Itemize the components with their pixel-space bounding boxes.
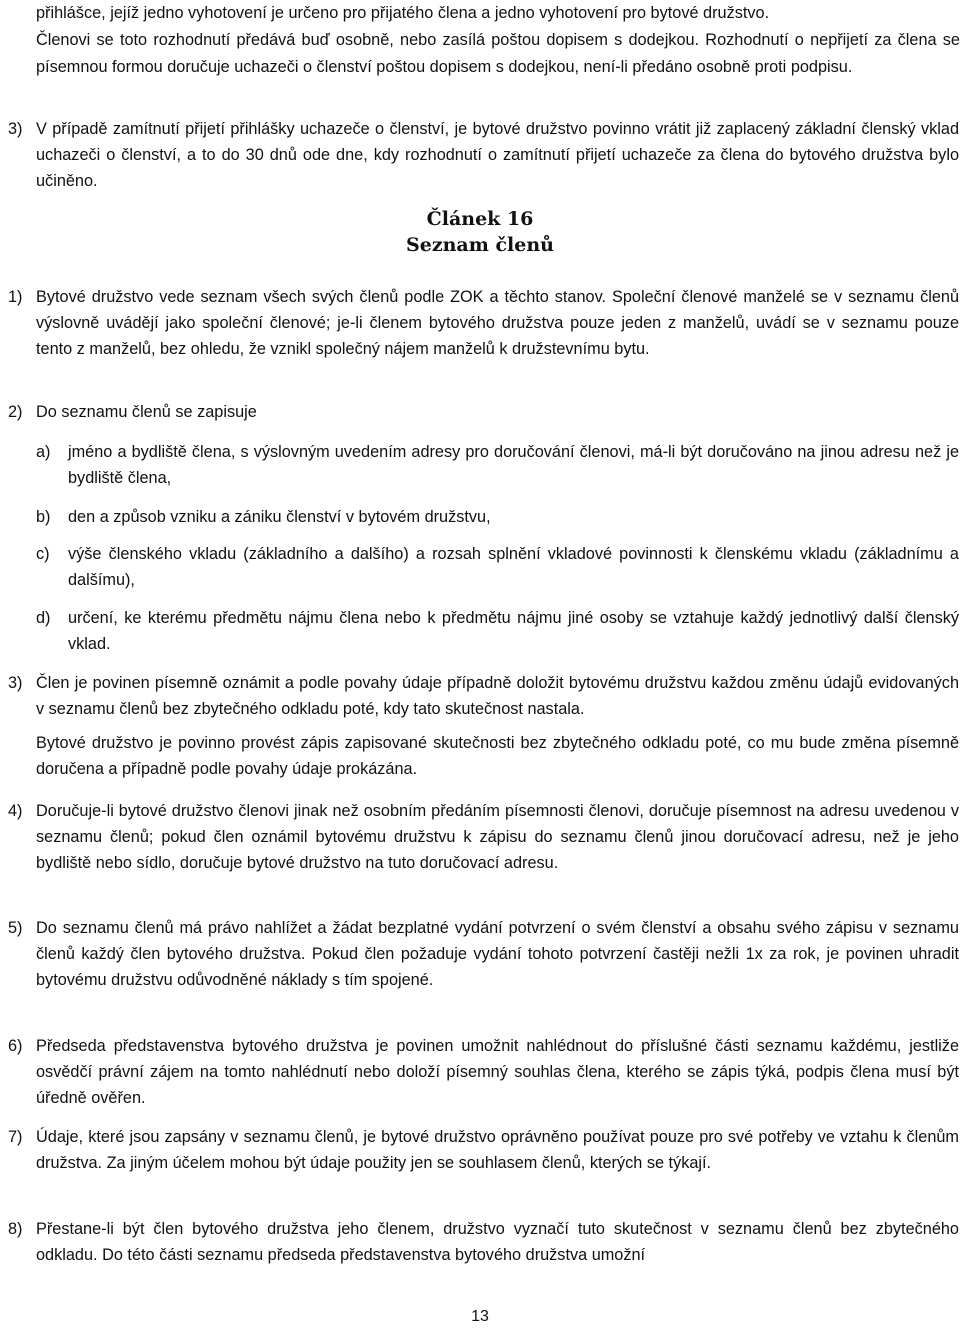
article-title: Seznam členů: [406, 234, 554, 256]
list-item-5: [8, 915, 959, 993]
previous-article-item-3: [8, 116, 959, 194]
article-number: Článek 16: [426, 208, 534, 230]
item-number: 3): [8, 674, 23, 692]
list-item-3: [8, 670, 959, 782]
list-item-8: [8, 1216, 959, 1268]
item-text: Doručuje-li bytové družstvo členovi jinak než osobním předáním písemnosti členovi, doručuje písemnost na adresu uvedenou v seznamu členů; pokud člen oznámil bytovému družstvu k zápisu do seznamu členů jinou doručovací adresu, než je jeho bydliště nebo sídlo, doručuje bytové družstvo na tuto doručovací adresu.: [36, 802, 959, 872]
item-number: 4): [8, 802, 23, 820]
item-number: 3): [8, 120, 23, 138]
list-item-1: [8, 284, 959, 362]
page-number: 13: [471, 1308, 489, 1325]
sub-item-a: [36, 439, 959, 491]
sub-item-letter: b): [36, 508, 51, 526]
item-text: Předseda představenstva bytového družstva je povinen umožnit nahlédnout do příslušné části seznamu každému, jestliže osvědčí právní zájem na tomto nahlédnutí nebo doloží písemný souhlas člena, kterého se zápis týká, podpis člena musí být úředně ověřen.: [36, 1037, 959, 1107]
item-number: 8): [8, 1220, 23, 1238]
item-text: Bytové družstvo vede seznam všech svých členů podle ZOK a těchto stanov. Společní členové manželé se v seznamu členů výslovně uvádějí jako společní členové; je-li členem bytového družstva pouze jeden z manželů, uvádí se v seznamu pouze tento z manželů, bez ohledu, že vznikl společný nájem manželů k družstevnímu bytu.: [36, 288, 959, 358]
item-text: V případě zamítnutí přijetí přihlášky uchazeče o členství, je bytové družstvo povinno vrátit již zaplacený základní členský vklad uchazeči o členství, a to do 30 dnů ode dne, kdy rozhodnutí o zamítnutí přijetí uchazeče za člena do bytového družstva bylo učiněno.: [36, 120, 959, 190]
list-item-2: [8, 399, 959, 425]
sub-item-c: [36, 541, 959, 593]
sub-item-d: [36, 605, 959, 657]
item-text: Do seznamu členů má právo nahlížet a žádat bezplatné vydání potvrzení o svém členství a obsahu svého zápisu v seznamu členů každý člen bytového družstva. Pokud člen požaduje vydání tohoto potvrzení častěji nežli 1x za rok, je povinen uhradit bytovému družstvu odůvodněné náklady s tím spojené.: [36, 919, 959, 989]
intro-paragraph: [36, 0, 960, 81]
sub-item-text: jméno a bydliště člena, s výslovným uvedením adresy pro doručování členovi, má-li být doručováno na jinou adresu než je bydliště člena,: [68, 443, 959, 487]
sub-item-b: [36, 504, 959, 530]
item-text: Do seznamu členů se zapisuje: [36, 403, 257, 421]
item-text: Přestane-li být člen bytového družstva jeho členem, družstvo vyznačí tuto skutečnost v seznamu členů bez zbytečného odkladu. Do této části seznamu předseda představenstva bytového družstva umožní: [36, 1220, 959, 1264]
sub-item-letter: d): [36, 609, 51, 627]
list-item-6: [8, 1033, 959, 1111]
item-number: 7): [8, 1128, 23, 1146]
sub-item-text: určení, ke kterému předmětu nájmu člena nebo k předmětu nájmu jiné osoby se vztahuje každý jednotlivý další členský vklad.: [68, 609, 959, 653]
sub-item-text: den a způsob vzniku a zániku členství v bytovém družstvu,: [68, 508, 491, 526]
intro-line-1: přihlášce, jejíž jedno vyhotovení je určeno pro přijatého člena a jedno vyhotovení pro bytové družstvo.: [36, 4, 770, 22]
item-number: 6): [8, 1037, 23, 1055]
list-item-7: [8, 1124, 959, 1176]
sub-item-text: výše členského vkladu (základního a dalšího) a rozsah splnění vkladové povinnosti k členskému vkladu (základnímu a dalšímu),: [68, 545, 959, 589]
item-text-continuation: Bytové družstvo je povinno provést zápis zapisované skutečnosti bez zbytečného odkladu poté, co mu bude změna písemně doručena a případně podle povahy údaje prokázána.: [36, 734, 959, 778]
item-number: 2): [8, 403, 23, 421]
item-text: Člen je povinen písemně oznámit a podle povahy údaje případně doložit bytovému družstvu každou změnu údajů evidovaných v seznamu členů bez zbytečného odkladu poté, kdy tato skutečnost nastala.: [36, 674, 959, 718]
intro-line-2: Členovi se toto rozhodnutí předává buď osobně, nebo zasílá poštou dopisem s dodejkou. Rozhodnutí o nepřijetí za člena se písemnou formou doručuje uchazeči o členství poštou dopisem s dodejkou, není-li předáno osobně proti podpisu.: [36, 31, 960, 76]
item-number: 1): [8, 288, 23, 306]
list-item-4: [8, 798, 959, 876]
sub-item-letter: a): [36, 443, 51, 461]
item-number: 5): [8, 919, 23, 937]
item-text: Údaje, které jsou zapsány v seznamu členů, je bytové družstvo oprávněno používat pouze pro své potřeby ve vztahu k členům družstva. Za jiným účelem mohou být údaje použity jen se souhlasem členů, kterých se týkají.: [36, 1128, 959, 1172]
sub-item-letter: c): [36, 545, 50, 563]
